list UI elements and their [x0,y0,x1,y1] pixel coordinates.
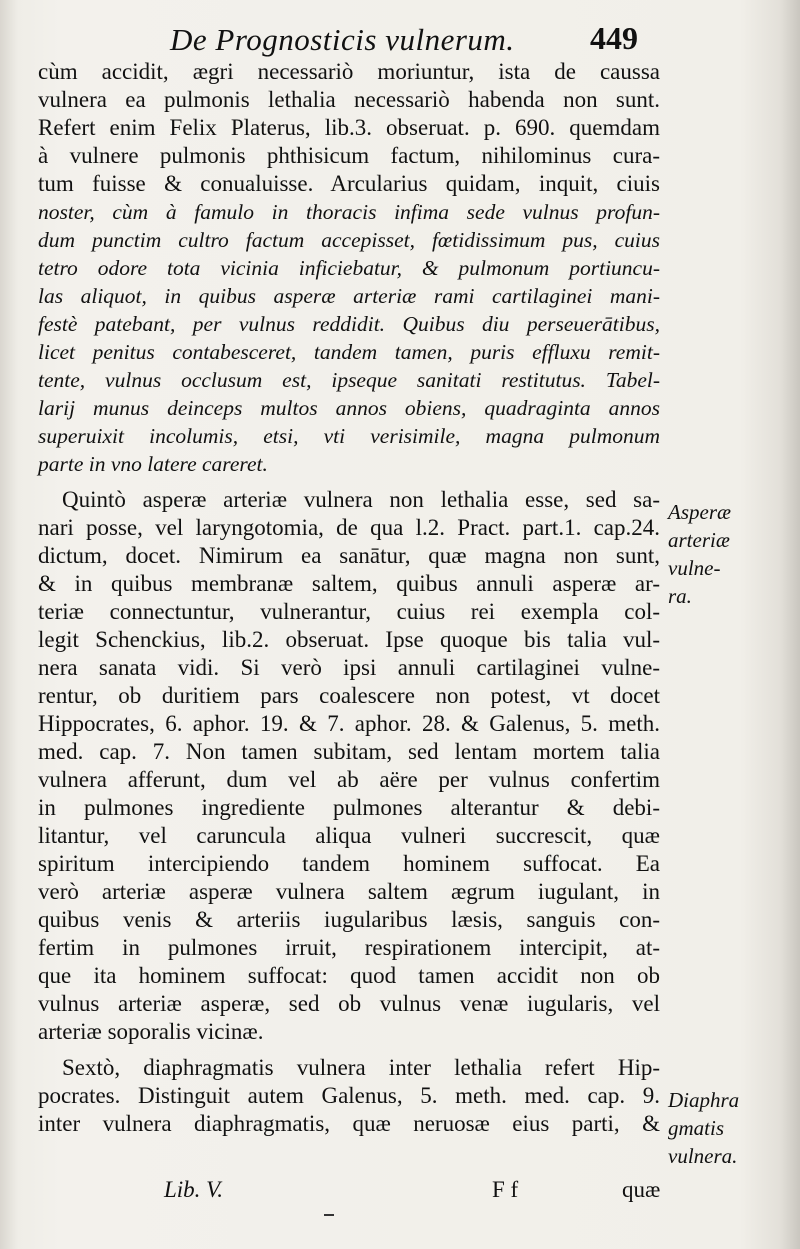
page-footer [0,1177,800,1217]
text-line: Sextò, diaphragmatis vulnera inter lethalia refert Hip- [62,1055,660,1080]
text-line: tetro odore tota vicinia inficiebatur, & pulmonum portiuncu- [38,256,660,280]
text-line: legit Schenckius, lib.2. obseruat. Ipse quoque bis talia vul- [38,627,660,652]
text-line: in pulmones ingrediente pulmones alterantur & debi- [38,795,660,820]
text-line: fertim in pulmones irruit, respirationem intercipit, at- [38,935,660,960]
text-line: parte in vno latere careret. [38,452,268,476]
text-line: dum punctim cultro factum accepisset, fœtidissimum pus, cuius [38,228,660,252]
text-line: superuixit incolumis, etsi, vti verisimile, magna pulmonum [38,424,660,448]
text-line: & in quibus membranæ saltem, quibus annuli asperæ ar- [38,571,660,596]
text-line: tente, vulnus occlusum est, ipseque sanitati restitutus. Tabel- [38,368,660,392]
text-line: quibus venis & arteriis iugularibus læsis, sanguis con- [38,907,660,932]
text-line: Hippocrates, 6. aphor. 19. & 7. aphor. 28. & Galenus, 5. meth. [38,711,660,736]
text-line: que ita hominem suffocat: quod tamen accidit non ob [38,963,660,988]
text-line: larij munus deinceps multos annos obiens, quadraginta annos [38,396,660,420]
text-line: inter vulnera diaphragmatis, quæ neruosæ eius parti, & [38,1111,660,1136]
text-line: à vulnere pulmonis phthisicum factum, nihilominus cura- [38,143,660,168]
text-line: noster, cùm à famulo in thoracis infima sede vulnus profun- [38,200,660,224]
page-number: 449 [590,20,638,56]
text-line: vulnera afferunt, dum vel ab aëre per vulnus confertim [38,767,660,792]
catchword: quæ [622,1177,661,1202]
page-header [0,14,800,64]
text-line: litantur, vel caruncula aliqua vulneri succrescit, quæ [38,823,660,848]
text-line: Refert enim Felix Platerus, lib.3. obseruat. p. 690. quemdam [38,115,660,140]
text-line: verò arteriæ asperæ vulnera saltem ægrum iugulant, in [38,879,660,904]
text-line: vulnera ea pulmonis lethalia necessariò habenda non sunt. [38,87,660,112]
paragraph-gap [38,1046,660,1054]
printer-mark [324,1214,334,1216]
text-line: rentur, ob duritiem pars coalescere non potest, vt docet [38,683,660,708]
marginal-note-line: arteriæ [668,528,730,552]
text-line: nari posse, vel laryngotomia, de qua l.2. Pract. part.1. cap.24. [38,515,660,540]
marginal-note-line: vulnera. [668,1144,738,1168]
text-line: cùm accidit, ægri necessariò moriuntur, ista de caussa [38,59,660,84]
marginal-note-diaphragmatis [668,1086,788,1170]
paragraph-gap [38,478,660,486]
text-line: pocrates. Distinguit autem Galenus, 5. meth. med. cap. 9. [38,1083,660,1108]
marginal-note-line: Diaphra [668,1088,740,1112]
running-title: De Prognosticis vulnerum. [170,22,515,57]
marginal-note-line: vulne- [668,556,721,580]
text-line: las aliquot, in quibus asperæ arteriæ rami cartilaginei mani- [38,284,660,308]
text-line: festè patebant, per vulnus reddidit. Quibus diu perseuerātibus, [38,312,660,336]
text-line: dictum, docet. Nimirum ea sanātur, quæ magna non sunt, [38,543,660,568]
marginal-note-line: ra. [668,584,692,608]
marginal-note-line: gmatis [668,1116,725,1140]
text-line: vulnus arteriæ asperæ, sed ob vulnus venæ iugularis, vel [38,991,660,1016]
text-line: med. cap. 7. Non tamen subitam, sed lentam mortem talia [38,739,660,764]
text-line: Quintò asperæ arteriæ vulnera non lethalia esse, sed sa- [62,487,660,512]
text-line: arteriæ soporalis vicinæ. [38,1019,264,1044]
footer-book-label: Lib. V. [164,1177,224,1202]
marginal-note-asperae-arteriae [668,498,788,610]
text-line: tum fuisse & conualuisse. Arcularius quidam, inquit, ciuis [38,171,660,196]
marginal-note-line: Asperæ [668,500,731,524]
text-line: nera sanata vidi. Si verò ipsi annuli cartilaginei vulne- [38,655,660,680]
text-line: licet penitus contabesceret, tandem tamen, puris effluxu remit- [38,340,660,364]
signature-mark: F f [492,1177,519,1202]
text-line: spiritum intercipiendo tandem hominem suffocat. Ea [38,851,660,876]
main-text-block [38,58,660,1138]
text-line: teriæ connectuntur, vulnerantur, cuius rei exempla col- [38,599,660,624]
